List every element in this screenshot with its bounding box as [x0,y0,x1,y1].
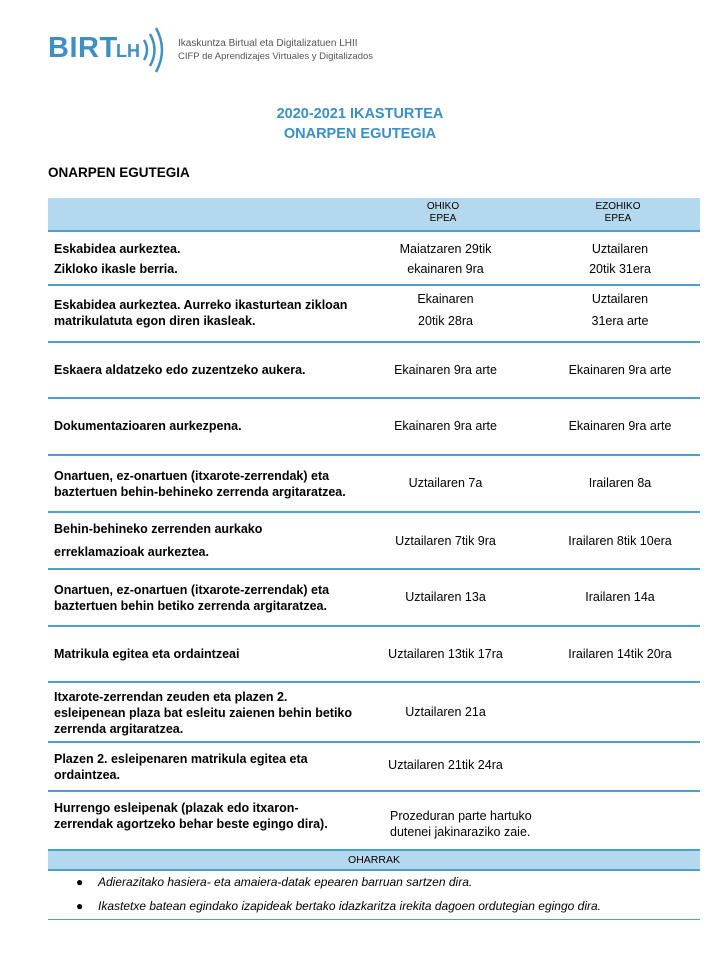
bullet-icon: ● [76,875,84,889]
ohiko-period: Uztailaren 13tik 17ra [388,647,503,661]
ohiko-period-line: Maiatzaren 29tik [399,242,492,256]
ohiko-period [390,808,590,840]
ohiko-period [373,291,518,329]
org-logo [48,22,408,78]
ohiko-period: Ekainaren 9ra arte [394,419,497,433]
bullet-icon: ● [76,899,84,913]
ezohiko-period: Irailaren 14a [585,590,655,604]
row-description-line: Hurrengo esleipenak (plazak edo itxaron- [54,801,299,815]
ohiko-period: Uztailaren 21a [405,705,486,719]
row-description: Matrikula egitea eta ordaintzeai [54,647,240,661]
table-row [48,792,700,851]
ezohiko-period [545,291,695,329]
ohiko-period: Uztailaren 13a [405,590,486,604]
table-row [48,627,700,683]
table-row [48,286,700,343]
table-row [48,683,700,743]
ohiko-period-line: dutenei jakinaraziko zaie. [390,825,531,839]
ezohiko-period: Ekainaren 9ra arte [568,419,672,433]
ohiko-period-line: 20tik 28ra [418,314,473,328]
row-description: Dokumentazioaren aurkezpena. [54,419,242,433]
note-text: Ikastetxe batean egindako izapideak bertako idazkaritza irekita dagoen ordutegian egingo dira. [98,899,602,913]
row-description-line: ordaintzea. [54,768,120,782]
ezohiko-period-line: Uztailaren [591,292,649,306]
table-row [48,570,700,627]
list-item [48,871,700,895]
document-title-calendar: ONARPEN EGUTEGIA [283,126,437,142]
column-header-ohiko-line1: OHIKO [426,201,460,212]
notes-heading: OHARRAK [48,851,700,871]
row-description-line: Zikloko ikasle berria. [54,262,178,276]
row-description [54,521,384,560]
ezohiko-period-line: 20tik 31era [589,262,651,276]
row-description [54,241,384,277]
table-row [48,399,700,456]
row-description-line: erreklamazioak aurkeztea. [54,545,209,559]
ohiko-period-line: ekainaren 9ra [407,262,484,276]
ezohiko-period: Irailaren 14tik 20ra [568,647,672,661]
table-row [48,456,700,513]
row-description-line: Itxarote-zerrendan zeuden eta plazen 2. [54,690,288,704]
ezohiko-period-line: Uztailaren [591,242,649,256]
ezohiko-period: Irailaren 8a [588,476,652,490]
ezohiko-period: Ekainaren 9ra arte [568,363,672,377]
signal-waves-icon [140,22,170,78]
row-description-line: matrikulatuta egon diren ikasleak. [54,314,256,328]
row-description-line: Onartuen, ez-onartuen (itxarote-zerrendak) eta [54,583,330,597]
table-header [48,198,700,232]
column-header-ezohiko-line1: EZOHIKO [595,201,641,212]
ohiko-period-line: Prozeduran parte hartuko [390,809,532,823]
row-description-line: esleipenean plaza bat esleitu zaienen behin betiko [54,706,353,720]
column-header-ohiko [378,201,508,225]
row-description-line: Eskabidea aurkeztea. [54,242,181,256]
row-description [54,297,384,329]
list-item [48,895,700,920]
table-row [48,232,700,286]
ohiko-period [373,241,518,277]
ohiko-period: Uztailaren 7tik 9ra [395,534,496,548]
table-row [48,343,700,399]
row-description-line: baztertuen behin betiko zerrenda argitaratzea. [54,599,327,613]
org-name-es: CIFP de Aprendizajes Virtuales y Digitalizados [178,51,374,62]
ohiko-period: Ekainaren 9ra arte [394,363,497,377]
row-description-line: Onartuen, ez-onartuen (itxarote-zerrendak) eta [54,469,330,483]
org-name-eu: Ikaskuntza Birtual eta Digitalizatuen LHII [178,38,358,49]
row-description-line: Eskabidea aurkeztea. Aurreko ikasturtean zikloan [54,298,348,312]
admission-calendar-table [48,198,700,920]
document-title-year: 2020-2021 IKASTURTEA [276,106,444,122]
column-header-ezohiko-line2: EPEA [604,213,632,224]
row-description: Eskaera aldatzeko edo zuzentzeko aukera. [54,363,306,377]
row-description-line: zerrenda argitaratzea. [54,722,184,736]
row-description-line: zerrendak agortzeko behar beste egingo dira). [54,817,328,831]
ezohiko-period-line: 31era arte [591,314,649,328]
row-description [54,751,384,783]
logo-sub-text: LH [116,41,140,61]
ohiko-period-line: Ekainaren [417,292,474,306]
logo-main-text: BIRT [48,32,118,64]
table-row [48,743,700,792]
column-header-ezohiko [548,201,688,225]
row-description-line: baztertuen behin-behineko zerrenda argitaratzea. [54,485,346,499]
note-text: Adierazitako hasiera- eta amaiera-datak epearen barruan sartzen dira. [98,875,473,889]
section-heading: ONARPEN EGUTEGIA [48,165,190,180]
ohiko-period: Uztailaren 7a [408,476,483,490]
row-description [54,468,384,500]
ezohiko-period [545,241,695,277]
column-header-ohiko-line2: EPEA [429,213,457,224]
row-description [54,800,384,832]
row-description [54,582,384,614]
table-row [48,513,700,570]
ohiko-period: Uztailaren 21tik 24ra [388,758,503,772]
row-description [54,689,384,737]
ezohiko-period: Irailaren 8tik 10era [568,534,672,548]
row-description-line: Plazen 2. esleipenaren matrikula egitea eta [54,752,308,766]
row-description-line: Behin-behineko zerrenden aurkako [54,522,263,536]
